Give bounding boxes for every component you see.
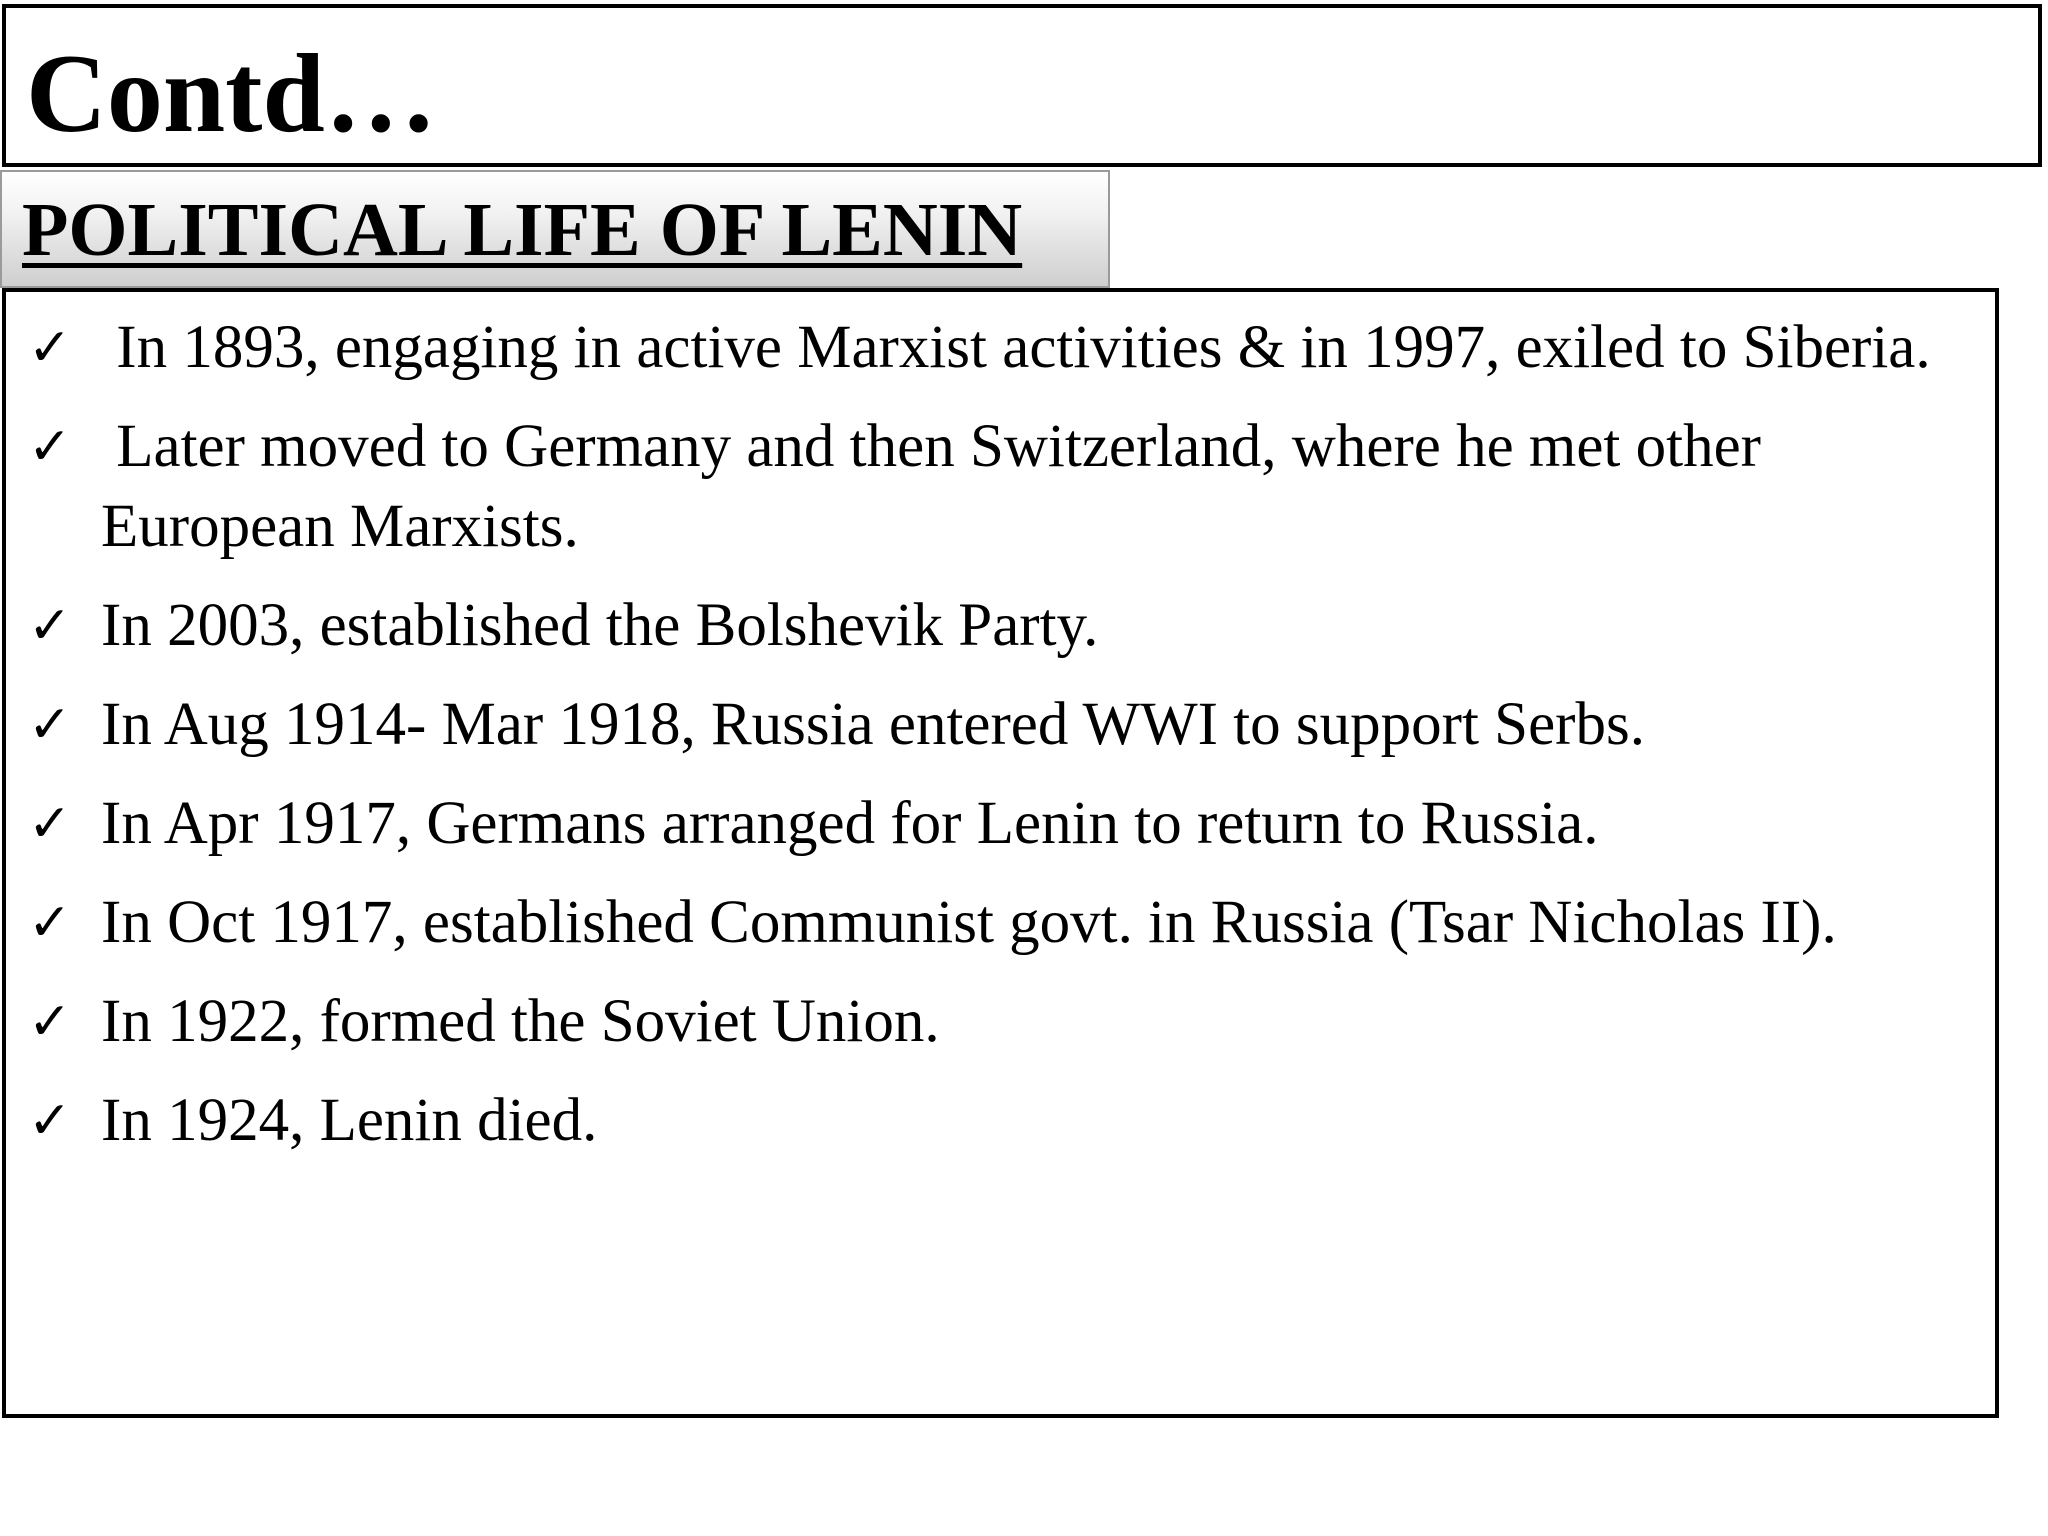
content-box — [2, 288, 1999, 1418]
bullet-item — [6, 883, 1996, 963]
bullet-text: In Oct 1917, established Communist govt. in Russia (Tsar Nicholas II). — [101, 889, 1837, 956]
bullet-text: In 2003, established the Bolshevik Party. — [101, 592, 1099, 659]
check-mark-icon: ✓ — [28, 794, 72, 854]
check-mark-icon: ✓ — [28, 417, 72, 477]
bullet-item — [6, 982, 1996, 1062]
check-mark-icon: ✓ — [28, 695, 72, 755]
bullet-item — [6, 308, 1996, 388]
bullet-item — [6, 1081, 1996, 1161]
check-mark-icon: ✓ — [28, 992, 72, 1052]
bullet-text: In 1924, Lenin died. — [101, 1087, 598, 1154]
bullet-item — [6, 685, 1996, 765]
check-mark-icon: ✓ — [28, 596, 72, 656]
check-mark-icon: ✓ — [28, 893, 72, 953]
bullet-text: Later moved to Germany and then Switzerland, where he met other European Marxists. — [101, 413, 1777, 560]
title-box — [2, 4, 2042, 167]
bullet-item — [6, 407, 1996, 567]
subtitle-box — [0, 170, 1110, 288]
bullet-text: In 1922, formed the Soviet Union. — [101, 988, 940, 1055]
check-mark-icon: ✓ — [28, 318, 72, 378]
bullet-item — [6, 784, 1996, 864]
check-mark-icon: ✓ — [28, 1091, 72, 1151]
slide-subtitle: POLITICAL LIFE OF LENIN — [22, 188, 1023, 272]
slide-title: Contd… — [26, 32, 437, 156]
bullet-text: In 1893, engaging in active Marxist activities & in 1997, exiled to Siberia. — [101, 314, 1931, 381]
bullet-list — [6, 308, 1996, 1180]
bullet-text: In Aug 1914- Mar 1918, Russia entered WWI to support Serbs. — [101, 691, 1645, 758]
bullet-item — [6, 586, 1996, 666]
bullet-text: In Apr 1917, Germans arranged for Lenin to return to Russia. — [101, 790, 1599, 857]
